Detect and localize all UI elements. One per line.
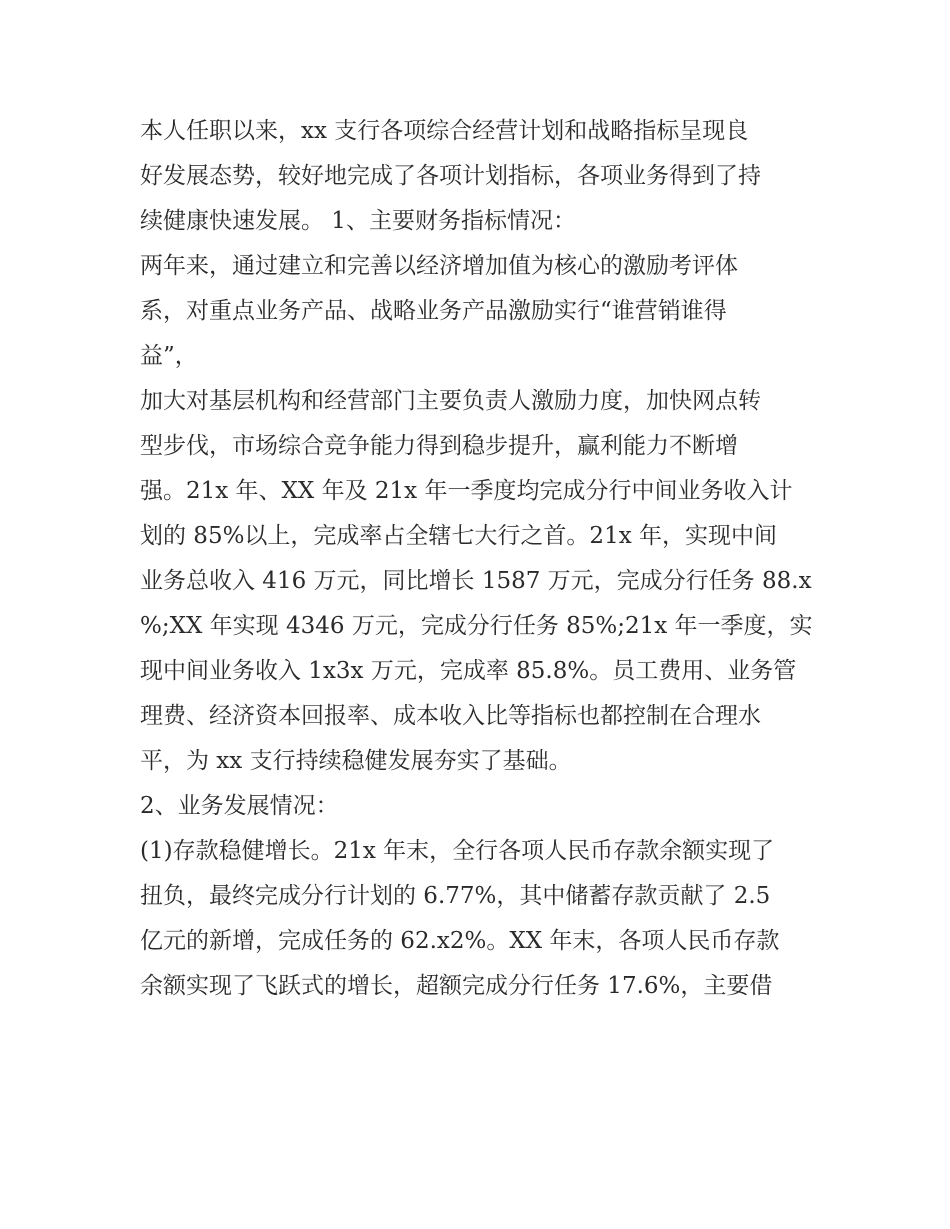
text-line: 划的 85%以上，完成率占全辖七大行之首。21x 年，实现中间 [140,523,777,549]
text-line: 理费、经济资本回报率、成本收入比等指标也都控制在合理水 [140,703,761,729]
text-line: 扭负，最终完成分行计划的 6.77%，其中储蓄存款贡献了 2.5 [140,883,771,909]
text-line: 型步伐，市场综合竞争能力得到稳步提升，赢利能力不断增 [140,433,738,459]
text-line: 系，对重点业务产品、战略业务产品激励实行“谁营销谁得 [140,298,727,324]
text-line: %;XX 年实现 4346 万元，完成分行任务 85%;21x 年一季度，实 [140,613,813,639]
text-line: 业务总收入 416 万元，同比增长 1587 万元，完成分行任务 88.x [140,568,812,594]
text-line: 加大对基层机构和经营部门主要负责人激励力度，加快网点转 [140,388,761,414]
paragraph-financial-results [140,379,820,784]
paragraph-intro [140,109,820,244]
text-line: 2、业务发展情况： [140,793,339,819]
text-line: 余额实现了飞跃式的增长，超额完成分行任务 17.6%，主要借 [140,973,773,999]
paragraph-incentive [140,244,820,379]
text-line: 平，为 xx 支行持续稳健发展夯实了基础。 [140,748,572,774]
text-line: 亿元的新增，完成任务的 62.x2%。XX 年末，各项人民币存款 [140,928,780,954]
text-line: 好发展态势，较好地完成了各项计划指标，各项业务得到了持 [140,163,761,189]
text-line: 本人任职以来，xx 支行各项综合经营计划和战略指标呈现良 [140,118,749,144]
paragraph-deposits [140,829,820,1009]
text-line: 续健康快速发展。 1、主要财务指标情况： [140,208,576,234]
section-heading-business [140,784,820,829]
text-line: (1)存款稳健增长。21x 年末，全行各项人民币存款余额实现了 [140,838,775,864]
text-line: 现中间业务收入 1x3x 万元，完成率 85.8%。员工费用、业务管 [140,658,797,684]
text-line: 益”， [140,343,198,369]
text-line: 两年来，通过建立和完善以经济增加值为核心的激励考评体 [140,253,738,279]
text-line: 强。21x 年、XX 年及 21x 年一季度均完成分行中间业务收入计 [140,478,793,504]
document-body [140,109,820,1009]
